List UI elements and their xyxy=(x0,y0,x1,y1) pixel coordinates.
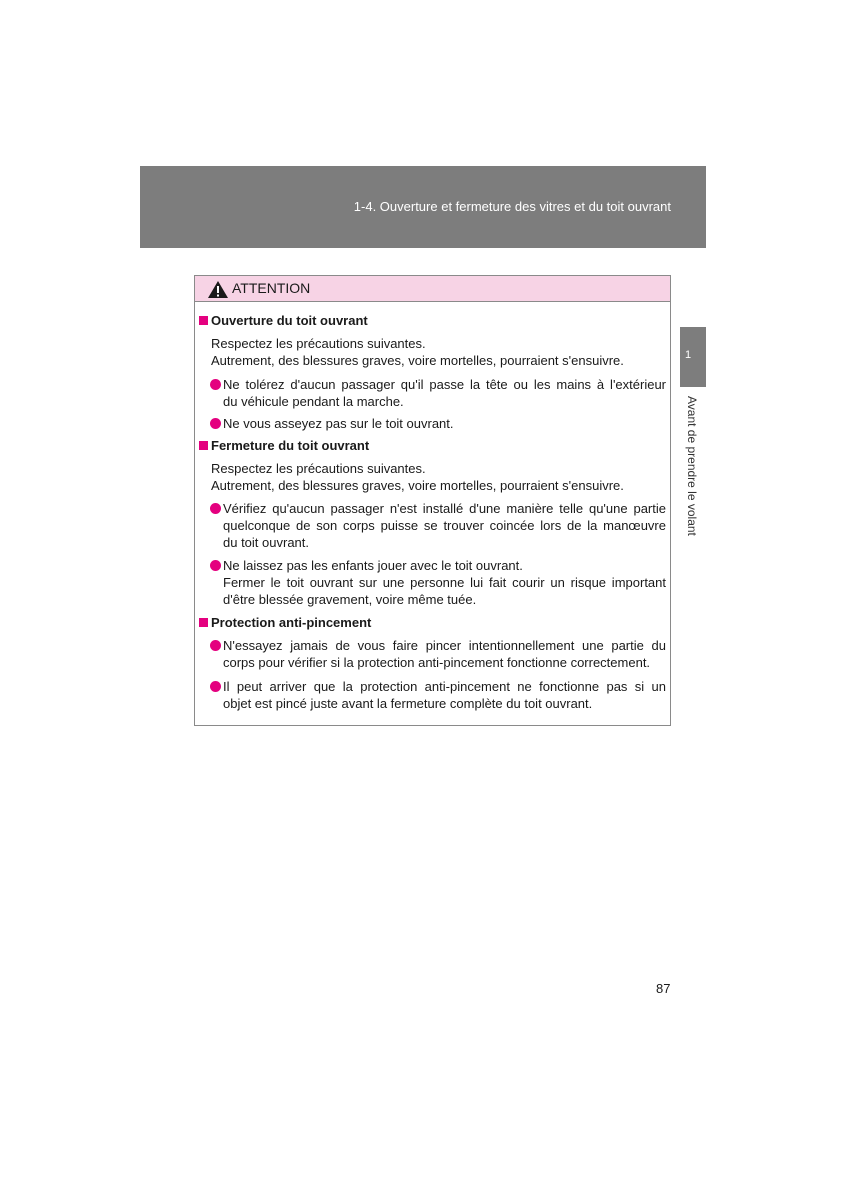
section-intro: Respectez les précautions suivantes. Autrement, des blessures graves, voire mortelles, pourraient s'ensuivre. xyxy=(211,336,624,368)
list-item: Ne vous asseyez pas sur le toit ouvrant. xyxy=(210,415,666,432)
warning-header xyxy=(195,276,670,302)
warning-box xyxy=(194,275,671,726)
section-heading: Ouverture du toit ouvrant xyxy=(199,313,368,328)
list-item: Il peut arriver que la protection anti-pincement ne fonctionne pas si un objet est pincé juste avant la fermeture complète du toit ouvrant. xyxy=(210,678,666,712)
section-title: 1-4. Ouverture et fermeture des vitres et du toit ouvrant xyxy=(353,199,671,214)
circle-bullet-icon xyxy=(210,681,221,692)
square-bullet-icon xyxy=(199,618,208,627)
circle-bullet-icon xyxy=(210,560,221,571)
list-item: N'essayez jamais de vous faire pincer intentionnellement une partie du corps pour vérifier si la protection anti-pincement fonctionne correctement. xyxy=(210,637,666,671)
list-item: Vérifiez qu'aucun passager n'est installé d'une manière telle qu'une partie quelconque de son corps puisse se trouver coincée lors de la manœuvre du toit ouvrant. xyxy=(210,500,666,551)
circle-bullet-icon xyxy=(210,503,221,514)
chapter-title: Avant de prendre le volant xyxy=(685,396,699,536)
section-intro: Respectez les précautions suivantes. Autrement, des blessures graves, voire mortelles, pourraient s'ensuivre. xyxy=(211,461,624,493)
section-heading: Fermeture du toit ouvrant xyxy=(199,438,369,453)
circle-bullet-icon xyxy=(210,379,221,390)
section-heading: Protection anti-pincement xyxy=(199,615,371,630)
chapter-tab xyxy=(680,327,706,387)
page-number: 87 xyxy=(656,981,671,996)
warning-triangle-icon xyxy=(207,280,229,299)
square-bullet-icon xyxy=(199,316,208,325)
chapter-number: 1 xyxy=(684,349,692,361)
circle-bullet-icon xyxy=(210,640,221,651)
list-item: Ne tolérez d'aucun passager qu'il passe la tête ou les mains à l'extérieur du véhicule pendant la marche. xyxy=(210,376,666,410)
square-bullet-icon xyxy=(199,441,208,450)
circle-bullet-icon xyxy=(210,418,221,429)
list-item: Ne laissez pas les enfants jouer avec le toit ouvrant. Fermer le toit ouvrant sur une personne lui fait courir un risque important d'être blessée gravement, voire même tuée. xyxy=(210,557,666,608)
header-band xyxy=(140,166,706,248)
warning-title: ATTENTION xyxy=(232,280,311,296)
